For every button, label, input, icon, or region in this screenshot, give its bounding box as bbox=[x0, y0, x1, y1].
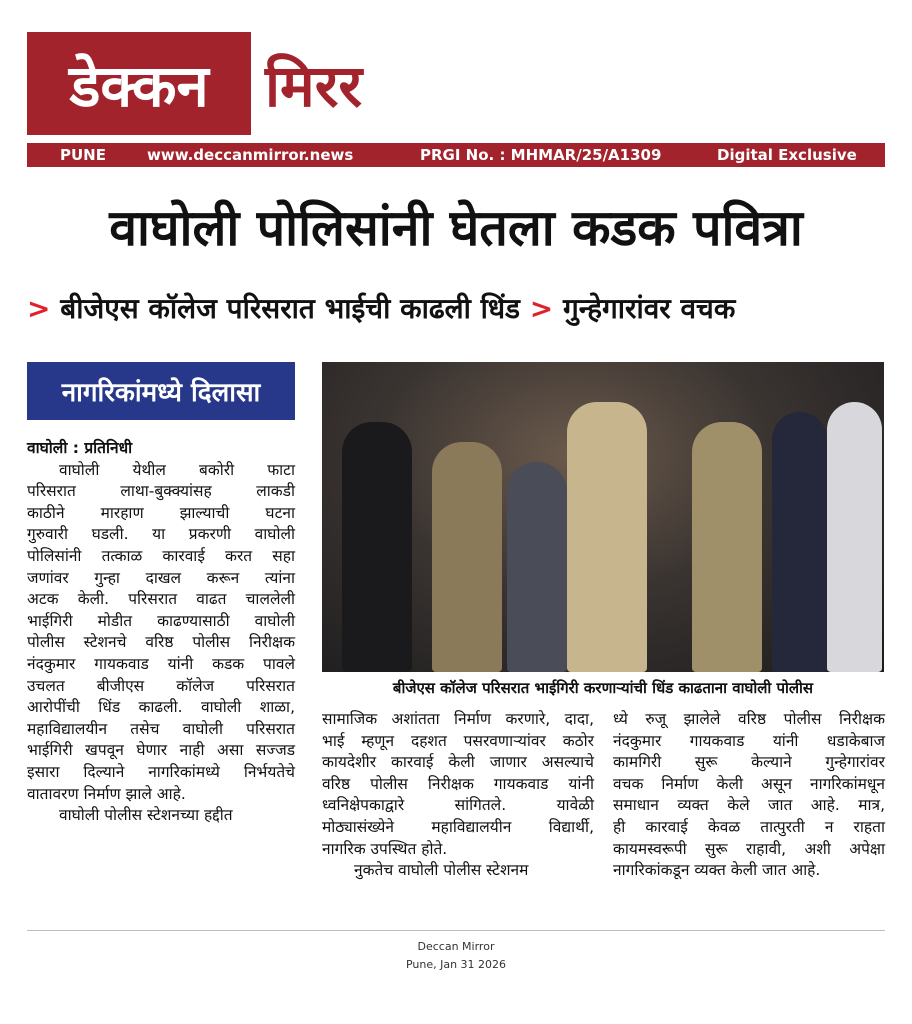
edition-label: Digital Exclusive bbox=[717, 146, 857, 164]
article-line: ध्वनिक्षेपकाद्वारे सांगितले. यावेळी bbox=[322, 796, 594, 815]
subheadline bbox=[27, 285, 885, 333]
headline: वाघोली पोलिसांनी घेतला कडक पवित्रा bbox=[109, 199, 803, 257]
article-line: समाधान व्यक्त केले जात आहे. मात्र, bbox=[613, 796, 885, 815]
kicker: नागरिकांमध्ये दिलासा bbox=[27, 362, 295, 420]
article-column-1 bbox=[27, 438, 295, 827]
article-line: इसारा दिल्याने नागरिकांमध्ये निर्भयतेचे bbox=[27, 762, 295, 781]
article-line: महाविद्यालयीन तसेच वाघोली परिसरात bbox=[27, 719, 295, 738]
article-line: भाईगिरी मोडीत काढण्यासाठी वाघोली bbox=[27, 611, 295, 630]
article-line: वचक निर्माण केली असून नागरिकांमधून bbox=[613, 774, 885, 793]
article-line: पोलीस स्टेशनचे वरिष्ठ पोलीस निरीक्षक bbox=[27, 633, 295, 652]
article-line: उचलत बीजीएस कॉलेज परिसरात bbox=[27, 676, 295, 695]
subhead-second: गुन्हेगारांवर वचक bbox=[563, 292, 736, 325]
article-line: कायमस्वरूपी सुरू राहावी, अशी अपेक्षा bbox=[613, 839, 885, 858]
article-line: वरिष्ठ पोलीस निरीक्षक गायकवाड यांनी bbox=[322, 774, 594, 793]
website-link[interactable]: www.deccanmirror.news bbox=[147, 146, 354, 164]
city: PUNE bbox=[60, 146, 106, 164]
article-line: ही कारवाई केवळ तात्पुरती न राहता bbox=[613, 817, 885, 836]
masthead-bar bbox=[27, 143, 885, 167]
article-column-2 bbox=[322, 709, 594, 882]
article-line: अटक केली. परिसरात वाढत चाललेली bbox=[27, 590, 295, 609]
prgi-number: PRGI No. : MHMAR/25/A1309 bbox=[420, 146, 662, 164]
footer-divider bbox=[27, 930, 885, 931]
logo-left: डेक्कन bbox=[27, 32, 251, 135]
article-column-3 bbox=[613, 709, 885, 882]
footer-place-date: Pune, Jan 31 2026 bbox=[405, 958, 507, 971]
news-photo bbox=[322, 362, 884, 672]
article-line: पोलिसांनी तत्काळ कारवाई करत सहा bbox=[27, 546, 295, 565]
article-line: कामगिरी सुरू केल्याने गुन्हेगारांवर bbox=[613, 753, 885, 772]
article-line: गुरुवारी घडली. या प्रकरणी वाघोली bbox=[27, 525, 295, 544]
article-line: कायदेशीर कारवाई केली जाणार असल्याचे bbox=[322, 753, 594, 772]
article-line: नुकतेच वाघोली पोलीस स्टेशनम bbox=[354, 861, 529, 880]
article-line: वाघोली येथील बकोरी फाटा bbox=[59, 460, 295, 479]
article-line: परिसरात लाथा-बुक्क्यांसह लाकडी bbox=[27, 482, 295, 501]
article-line: नागरिकांकडून व्यक्त केली जात आहे. bbox=[613, 861, 821, 880]
article-line: जणांवर गुन्हा दाखल करून त्यांना bbox=[27, 568, 295, 587]
dateline: वाघोली : प्रतिनिधी bbox=[27, 439, 133, 457]
article-line: काठीने मारहाण झाल्याची घटना bbox=[27, 503, 295, 522]
subhead-first: बीजेएस कॉलेज परिसरात भाईची काढली धिंड bbox=[60, 292, 521, 325]
logo-right: मिरर bbox=[265, 52, 363, 120]
article-line: भाईगिरी खपवून घेणार नाही असा सज्जड bbox=[27, 741, 295, 760]
footer-publication: Deccan Mirror bbox=[417, 940, 495, 953]
article-line: ध्ये रुजू झालेले वरिष्ठ पोलीस निरीक्षक bbox=[613, 710, 885, 728]
arrow-icon: > bbox=[529, 292, 554, 325]
article-line: वातावरण निर्माण झाले आहे. bbox=[27, 784, 186, 803]
article-line: नंदकुमार गायकवाड यांनी धडाकेबाज bbox=[613, 731, 885, 750]
photo-caption: बीजेएस कॉलेज परिसरात भाईगिरी करणाऱ्यांची धिंड काढताना वाघोली पोलीस bbox=[392, 679, 814, 697]
article-line: नागरिक उपस्थित होते. bbox=[322, 839, 448, 858]
article-line: वाघोली पोलीस स्टेशनच्या हद्दीत bbox=[59, 806, 233, 825]
article-line: भाई म्हणून दहशत पसरवणाऱ्यांवर कठोर bbox=[322, 731, 594, 750]
article-line: सामाजिक अशांतता निर्माण करणारे, दादा, bbox=[322, 710, 594, 728]
article-line: मोठ्यासंख्येने महाविद्यालयीन विद्यार्थी, bbox=[322, 817, 594, 836]
arrow-icon: > bbox=[27, 292, 51, 325]
article-line: नंदकुमार गायकवाड यांनी कडक पावले bbox=[27, 654, 295, 673]
article-line: आरोपींची धिंड काढली. वाघोली शाळा, bbox=[27, 698, 295, 717]
